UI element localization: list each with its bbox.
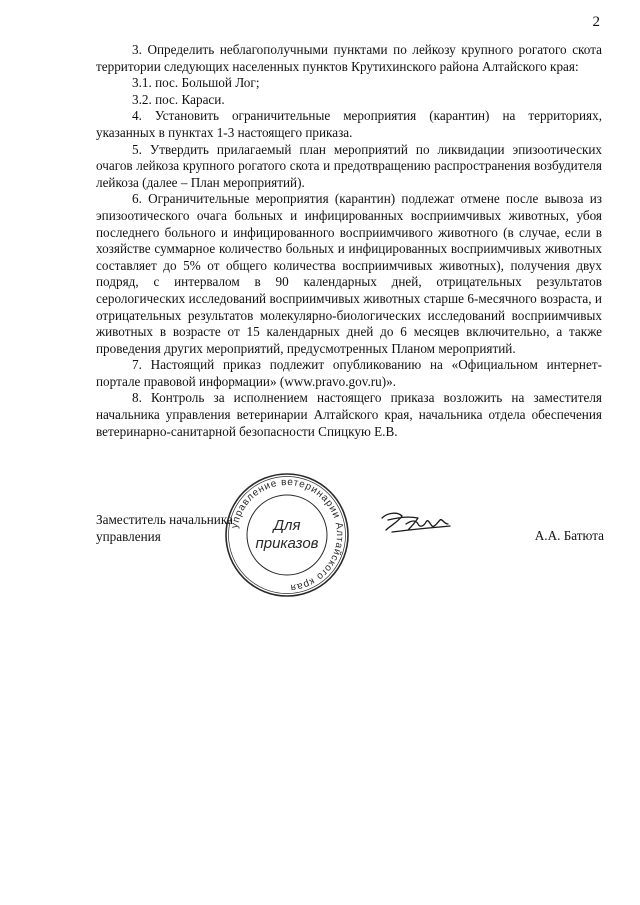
paragraph-6: 6. Ограничительные мероприятия (карантин) подлежат отмене после вывоза из эпизоотического очага больных и инфицированных восприимчивых животных, убоя последнего больного и инфицированного восприимчивого животного (в случае, если в хозяйстве суммарное количество больных и инфицированных восприимчивых животных составляет до 5% от общего количества восприимчивых животных), получения двух подряд, с интервалом в 90 календарных дней, отрицательных результатов серологических исследований восприимчивых животных старше 6-месячного возраста, и отрицательных результатов молекулярно-биологических исследований восприимчивых животных в возрасте от 15 календарных дней до 6 месяцев включительно, а также проведения других мероприятий, предусмотренных Планом мероприятий. <box>96 191 602 356</box>
stamp-center-text-line2: приказов <box>255 535 319 552</box>
official-stamp <box>222 470 352 600</box>
document-body <box>96 42 602 440</box>
signatory-name: А.А. Батюта <box>534 528 604 543</box>
paragraph-5: 5. Утвердить прилагаемый план мероприятий по ликвидации эпизоотических очагов лейкоза крупного рогатого скота и предотвращению распространения возбудителя лейкоза (далее – План мероприятий). <box>96 141 602 190</box>
handwritten-signature <box>378 504 458 540</box>
stamp-center-text-line1: Для <box>273 517 301 534</box>
signatory-title-line2: управления <box>96 529 161 544</box>
stamp-ring-text: управление ветеринарии Алтайского края <box>229 476 346 593</box>
signatory-title <box>96 511 233 545</box>
paragraph-3: 3. Определить неблагополучными пунктами по лейкозу крупного рогатого скота территории следующих населенных пунктов Крутихинского района Алтайского края: <box>96 42 602 74</box>
signatory-title-line1: Заместитель начальника <box>96 512 233 527</box>
paragraph-3-2: 3.2. пос. Караси. <box>132 91 225 107</box>
paragraph-4: 4. Установить ограничительные мероприятия (карантин) на территориях, указанных в пунктах 1-3 настоящего приказа. <box>96 108 602 140</box>
paragraph-7: 7. Настоящий приказ подлежит опубликованию на «Официальном интернет-портале правовой информации» (www.pravo.gov.ru)». <box>96 357 602 389</box>
page-number: 2 <box>592 14 600 30</box>
paragraph-3-1: 3.1. пос. Большой Лог; <box>132 75 260 91</box>
paragraph-8: 8. Контроль за исполнением настоящего приказа возложить на заместителя начальника управления ветеринарии Алтайского края, начальника отдела обеспечения ветеринарно-санитарной безопасности Спицкую Е.В. <box>96 390 602 439</box>
